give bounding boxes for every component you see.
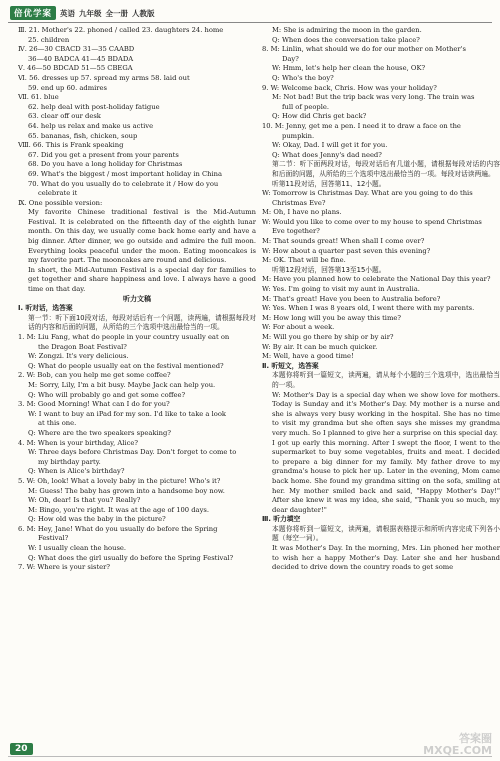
right-text-line: W: Yes. I'm going to visit my aunt in Australia. [262, 285, 420, 294]
right-text-line: 听第11段对话，回答第11、12小题。 [272, 179, 386, 188]
page-header [10, 5, 155, 21]
left-text-line: W: Three days before Christmas Day. Don't forget to come to [28, 448, 237, 457]
left-text-line: M: Sorry, Lily, I'm a bit busy. Maybe Jack can help you. [28, 380, 216, 389]
right-text-line: M: That sounds great! When shall I come over? [262, 237, 425, 246]
header-edition: 人教版 [132, 8, 155, 18]
left-text-line: Ⅷ. 66. This is Frank speaking [18, 141, 124, 150]
left-text-line: Q: When is Alice's birthday? [28, 467, 125, 476]
left-text-line: Ⅵ. 56. dresses up 57. spread my arms 58. laid out [18, 73, 190, 82]
left-text-line: In short, the Mid-Autumn Festival is a special day for families to get together and share happiness and love. I always have a good time on that day. [28, 265, 256, 294]
right-text-line: Q: Who's the boy? [272, 73, 334, 82]
right-text-line: W: Hmm, let's help her clean the house, OK? [272, 64, 426, 73]
left-text-line: 67. Did you get a present from your parents [28, 150, 179, 159]
right-text-line: Q: What does Jenny's dad need? [272, 150, 382, 159]
right-text-line: pumpkin. [282, 131, 315, 140]
right-text-line: 本题你将听到一篇短文，读两遍，请根据表格提示和所听内容完成下列各小题（每空一词）。 [272, 524, 500, 543]
right-text-line: 9. W: Welcome back, Chris. How was your holiday? [262, 83, 437, 92]
right-text-line: 8. M: Linlin, what should we do for our mother on Mother's [262, 45, 466, 54]
right-text-line: M: She is admiring the moon in the garden. [272, 26, 422, 34]
left-text-line: 听力文稿 [123, 294, 151, 303]
left-text-line: Ⅶ. 61. blue [18, 93, 59, 102]
right-text-line: M: OK. That will be fine. [262, 256, 346, 265]
left-text-line: 70. What do you usually do to celebrate it / How do you [28, 179, 219, 188]
left-text-line: 2. W: Bob, can you help me get some coffee? [18, 371, 171, 380]
left-text-line: 3. M: Good Morning! What can I do for you? [18, 400, 170, 409]
right-text-line: Christmas Eve? [272, 198, 326, 207]
left-text-line: 62. help deal with post-holiday fatigue [28, 102, 160, 111]
left-text-line: 59. end up 60. admires [28, 83, 107, 92]
right-text-line: W: Yes. When I was 8 years old, I went there with my parents. [262, 304, 475, 313]
left-text-line: 1. M: Liu Fang, what do people in your country usually eat on [18, 333, 230, 341]
right-text-line: I got up early this morning. After I swept the floor, I went to the supermarket to buy some vegetables, fruits and meat. I decided to prepare a big dinner for my family. My father drove to my grandma's house to pick her up. Later in the evening, Mom came back home. She found my grandma sitting on the sofa, smiling at her. My mother smiled back and said, "Happy Mother's Day!" After she knew it was my idea, she said, "Thank you so much, my dear daughter!" [272, 438, 500, 514]
left-text-line: my birthday party. [38, 457, 101, 466]
left-text-line: Q: What does the girl usually do before the Spring Festival? [28, 553, 234, 562]
page-number: 20 [10, 743, 33, 755]
left-text-line: W: I want to buy an iPad for my son. I'd like to take a look [28, 409, 226, 418]
right-text-line: M: Will you go there by ship or by air? [262, 333, 394, 341]
left-text-line: Q: Where are the two speakers speaking? [28, 428, 171, 437]
left-text-line: 4. M: When is your birthday, Alice? [18, 438, 138, 447]
right-text-line: 第二节：听下面两段对话，每段对话后有几道小题，请根据每段对话的内容和后面的问题，从所给的三个选项中选出最恰当的一项。每段对话读两遍。 [272, 160, 500, 178]
right-text-line: 10. M: Jenny, get me a pen. I need it to draw a face on the [262, 121, 461, 130]
header-divider [8, 22, 492, 23]
left-text-line: the Dragon Boat Festival? [38, 342, 127, 351]
header-subject: 英语 [60, 8, 76, 18]
left-text-line: 68. Do you have a long holiday for Christmas [28, 160, 183, 169]
left-text-line: M: Bingo, you're right. It was at the age of 100 days. [28, 505, 209, 514]
left-text-line: 6. M: Hey, Jane! What do you usually do before the Spring [18, 524, 218, 533]
left-text-line: 7. W: Where is your sister? [18, 563, 111, 572]
right-text-line: M: Not bad! But the trip back was very long. The train was [272, 93, 475, 102]
right-text-line: M: Well, have a good time! [262, 352, 354, 361]
right-text-line: W: By air. It can be much quicker. [262, 342, 378, 351]
left-text-line: M: Guess! The baby has grown into a handsome boy now. [28, 486, 225, 495]
left-text-line: 65. bananas, fish, chicken, soup [28, 131, 138, 140]
left-text-line: Q: What do people usually eat on the festival mentioned? [28, 361, 224, 370]
header-grade: 九年级 [79, 8, 102, 18]
left-text-line: 5. W: Oh, look! What a lovely baby in the picture! Who's it? [18, 476, 221, 485]
left-text-line: 第一节：听下面10段对话，每段对话后有一个问题，读两遍，请根据每段对话的内容和后面的问题，从所给的三个选项中选出最恰当的一项。 [28, 313, 256, 332]
left-text-line: 25. children [28, 35, 70, 44]
header-volume: 全一册 [105, 8, 129, 18]
left-text-line: Ⅴ. 46—50 BDCAD 51—55 CBEGA [18, 64, 133, 73]
right-text-line: W: For about a week. [262, 323, 335, 332]
left-text-line: 63. clear off our desk [28, 112, 101, 121]
right-text-line: 本题你将听到一篇短文，读两遍，请从每个小题的三个选项中，选出最恰当的一项。 [272, 371, 500, 389]
left-text-line: Ⅲ. 21. Mother's 22. phoned / called 23. daughters 24. home [18, 26, 224, 34]
left-text-line: W: Zongzi. It's very delicious. [28, 352, 129, 361]
right-text-line: W: Would you like to come over to my house to spend Christmas [262, 217, 482, 226]
left-text-line: 64. help us relax and make us active [28, 121, 154, 130]
right-text-line: W: How about a quarter past seven this evening? [262, 246, 431, 255]
left-text-line: at this one. [38, 419, 77, 428]
left-text-line: 36—40 BADCA 41—45 BDADA [28, 54, 134, 63]
left-text-line: Ⅳ. 26—30 CBACD 31—35 CAABD [18, 45, 135, 54]
right-text-line: M: Oh, I have no plans. [262, 208, 342, 217]
right-text-line: W: Mother's Day is a special day when we show love for mothers. Today is Sunday and it's Mother's Day. My mother is a nurse and she is always very busy working in the hospital. She has no time to visit my grandma but she often says she misses my grandma very much. So I planned to give her a surprise on this special day. [272, 390, 500, 437]
right-text-line: 听第12段对话，回答第13至15小题。 [272, 265, 386, 274]
right-text-line: Eve together? [272, 227, 320, 236]
watermark-logo: 答案圈 MXQE.COM [423, 732, 492, 757]
right-text-line: M: That's great! Have you been to Australia before? [262, 294, 441, 303]
left-text-line: celebrate it [38, 189, 78, 198]
left-text-line: Festival? [38, 534, 69, 543]
left-column [18, 26, 256, 573]
right-column [262, 26, 500, 573]
right-text-line: Ⅲ. 听力填空 [262, 515, 301, 524]
left-text-line: My favorite Chinese traditional festival is the Mid-Autumn Festival. It is celebrated on the fifteenth day of the eighth lunar month. On this day, we usually come back home early and have a big dinner. After dinner, we go outside and admire the full moon. Everything looks peaceful under the moon. Eating mooncakes is my favorite part. The mooncakes are round and delicious. [28, 208, 256, 265]
left-text-line: Q: How old was the baby in the picture? [28, 515, 166, 524]
left-text-line: W: I usually clean the house. [28, 544, 127, 553]
right-text-line: W: Okay, Dad. I will get it for you. [272, 141, 388, 150]
left-text-line: Ⅸ. One possible version: [18, 198, 103, 207]
right-text-line: It was Mother's Day. In the morning, Mrs. Lin phoned her mother to wish her a happy Mother's Day. Later she and her husband decided to drive down the country roads to get some [272, 544, 500, 572]
left-text-line: Ⅰ. 听对话，选答案 [18, 304, 73, 313]
right-text-line: W: Tomorrow is Christmas Day. What are you going to do this [262, 189, 473, 198]
right-text-line: M: How long will you be away this time? [262, 313, 401, 322]
brand-logo: 倍优学案 [10, 6, 56, 20]
right-text-line: Ⅱ. 听短文，选答案 [262, 361, 319, 370]
left-text-line: Q: Who will probably go and get some coffee? [28, 390, 186, 399]
right-text-line: full of people. [282, 102, 330, 111]
right-text-line: M: Have you planned how to celebrate the National Day this year? [262, 275, 491, 284]
right-text-line: Q: When does the conversation take place? [272, 35, 420, 44]
left-text-line: W: Oh, dear! Is that you? Really? [28, 496, 141, 505]
right-text-line: Q: How did Chris get back? [272, 112, 367, 121]
footer-divider [8, 756, 492, 757]
left-text-line: 69. What's the biggest / most important holiday in China [28, 169, 223, 178]
right-text-line: Day? [282, 54, 299, 63]
